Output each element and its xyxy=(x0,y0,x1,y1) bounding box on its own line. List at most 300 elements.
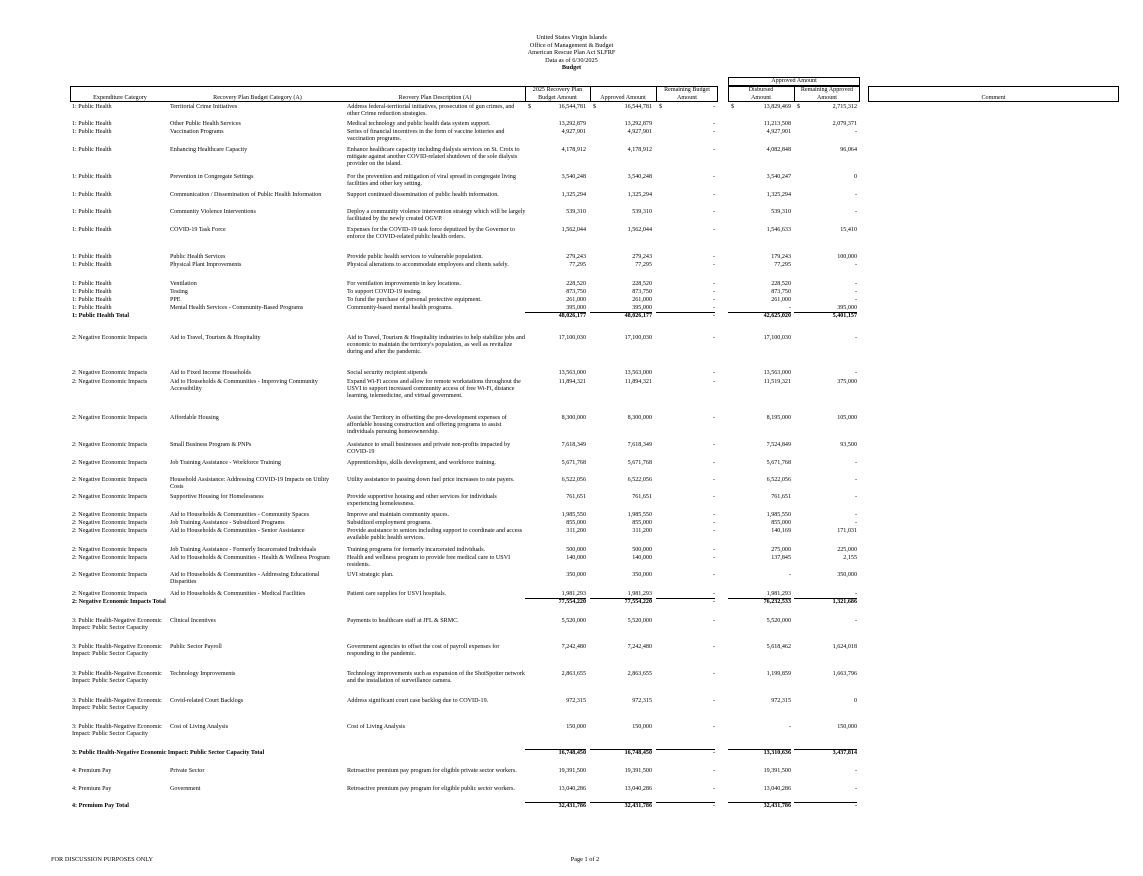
row-disbursed-amount: 4,082,848 xyxy=(766,147,791,153)
row-remaining-approved: - xyxy=(854,335,857,341)
row-remaining-approved: 2,155 xyxy=(843,555,857,561)
row-expenditure-category: 1: Public Health xyxy=(72,174,112,180)
total-rule xyxy=(656,802,715,803)
row-expenditure-category: 3: Public Health-Negative Economic Impact: Public Sector Capacity xyxy=(72,644,162,657)
row-plan-amount: 972,315 xyxy=(566,698,586,704)
row-description: Aid to Travel, Tourism & Hospitality industries to help stabilize jobs and economic to maintain the territory's population, as well as revitalize during and after the pandemic. xyxy=(347,335,525,355)
row-plan-amount: 13,292,879 xyxy=(558,121,586,127)
row-approved-amount: 7,618,349 xyxy=(627,442,652,448)
row-approved-amount: 150,000 xyxy=(632,724,652,730)
row-budget-category: Testing xyxy=(170,289,188,295)
row-plan-amount: 6,522,056 xyxy=(561,477,586,483)
row-description: Improve and maintain community spaces. xyxy=(347,512,450,518)
row-expenditure-category: 1: Public Health xyxy=(72,227,112,233)
footer-page-number: Page 1 of 2 xyxy=(570,856,600,863)
row-remaining-approved: - xyxy=(854,281,857,287)
row-plan-amount: 1,562,044 xyxy=(561,227,586,233)
row-expenditure-category: 1: Public Health xyxy=(72,262,112,268)
row-expenditure-category: 2: Negative Economic Impacts xyxy=(72,442,148,448)
row-budget-category: Community Violence Interventions xyxy=(170,209,256,215)
total-remaining-budget: - xyxy=(712,750,715,756)
row-disbursed-amount: - xyxy=(788,724,791,730)
row-remaining-approved: 350,000 xyxy=(837,572,857,578)
row-approved-amount: 4,178,912 xyxy=(627,147,652,153)
row-remaining-approved: 96,064 xyxy=(840,147,857,153)
row-plan-amount: 1,981,293 xyxy=(561,591,586,597)
row-remaining-budget: - xyxy=(712,415,715,421)
row-description: Training programs for formerly incarcerated individuals. xyxy=(347,547,486,553)
row-plan-amount: 311,200 xyxy=(566,528,586,534)
row-plan-amount: 4,178,912 xyxy=(561,147,586,153)
row-approved-amount: 1,562,044 xyxy=(627,227,652,233)
row-remaining-budget: - xyxy=(712,297,715,303)
row-expenditure-category: 2: Negative Economic Impacts xyxy=(72,335,148,341)
row-budget-category: Public Health Services xyxy=(170,254,226,260)
row-remaining-budget: - xyxy=(712,520,715,526)
row-disbursed-amount: 972,315 xyxy=(771,698,791,704)
row-disbursed-amount: 6,522,056 xyxy=(766,477,791,483)
row-disbursed-amount: - xyxy=(788,572,791,578)
col-remaining-budget-1: Remaining Budget xyxy=(664,87,710,93)
report-header xyxy=(0,34,1143,72)
total-disbursed-amount: 76,232,533 xyxy=(763,599,791,605)
row-plan-amount: 1,325,294 xyxy=(561,192,586,198)
row-budget-category: Vaccination Programs xyxy=(170,129,224,135)
row-description: Physical alterations to accommodate employees and clients safely. xyxy=(347,262,509,268)
col-group-approved: Approved Amount xyxy=(771,78,817,84)
row-description: Retroactive premium pay program for eligible public sector workers. xyxy=(347,786,516,792)
row-approved-amount: 972,315 xyxy=(632,698,652,704)
row-disbursed-amount: - xyxy=(788,305,791,311)
row-budget-category: Job Training Assistance - Subsidized Programs xyxy=(170,520,285,526)
row-description: Social security recipient stipends xyxy=(347,370,428,376)
row-budget-category: Aid to Households & Communities - Health & Wellness Program xyxy=(170,555,330,561)
row-budget-category: Aid to Households & Communities - Medical Facilities xyxy=(170,591,306,597)
row-approved-amount: 8,300,000 xyxy=(627,415,652,421)
row-expenditure-category: 1: Public Health xyxy=(72,297,112,303)
total-rule xyxy=(525,312,586,313)
row-description: Address significant court case backlog due to COVID-19. xyxy=(347,698,489,704)
row-remaining-budget: - xyxy=(712,379,715,385)
row-expenditure-category: 1: Public Health xyxy=(72,281,112,287)
row-disbursed-amount: 11,519,321 xyxy=(763,379,791,385)
row-remaining-approved: 2,079,371 xyxy=(832,121,857,127)
row-disbursed-amount: 1,325,294 xyxy=(766,192,791,198)
row-approved-amount: 11,894,321 xyxy=(624,379,652,385)
row-expenditure-category: 2: Negative Economic Impacts xyxy=(72,547,148,553)
col-plan-amount-1: 2025 Recovery Plan xyxy=(532,87,583,93)
row-budget-category: Affordable Housing xyxy=(170,415,219,421)
total-rule xyxy=(590,802,652,803)
row-remaining-approved: 105,000 xyxy=(837,415,857,421)
row-remaining-budget: - xyxy=(712,442,715,448)
total-plan-amount: 77,554,220 xyxy=(558,599,586,605)
row-approved-amount: 228,520 xyxy=(632,281,652,287)
row-description: To fund the purchase of personal protective equipment. xyxy=(347,297,482,303)
row-approved-amount: 873,750 xyxy=(632,289,652,295)
row-plan-amount: 7,618,349 xyxy=(561,442,586,448)
row-budget-category: Aid to Travel, Tourism & Hospitality xyxy=(170,335,261,341)
row-budget-category: Small Business Program & PNPs xyxy=(170,442,252,448)
total-remaining-budget: - xyxy=(712,313,715,319)
row-disbursed-amount: 5,520,000 xyxy=(766,618,791,624)
row-disbursed-amount: 228,520 xyxy=(771,281,791,287)
row-approved-amount: 7,242,480 xyxy=(627,644,652,650)
row-description: Community-based mental health programs. xyxy=(347,305,453,311)
row-expenditure-category: 1: Public Health xyxy=(72,209,112,215)
row-disbursed-amount: 11,213,508 xyxy=(763,121,791,127)
row-disbursed-amount: 179,243 xyxy=(771,254,791,260)
row-expenditure-category: 3: Public Health-Negative Economic Impact: Public Sector Capacity xyxy=(72,671,162,684)
row-expenditure-category: 1: Public Health xyxy=(72,289,112,295)
total-remaining-approved: 3,437,814 xyxy=(832,750,857,756)
row-expenditure-category: 2: Negative Economic Impacts xyxy=(72,555,148,561)
header-line-1: United States Virgin Islands xyxy=(536,34,607,41)
total-approved-amount: 32,431,786 xyxy=(624,803,652,809)
row-remaining-budget: - xyxy=(712,174,715,180)
total-rule xyxy=(728,749,791,750)
row-remaining-approved: 225,000 xyxy=(837,547,857,553)
currency-symbol: $ xyxy=(528,104,532,110)
currency-symbol: $ xyxy=(659,104,663,110)
total-remaining-approved: 5,401,157 xyxy=(832,313,857,319)
row-remaining-approved: - xyxy=(854,494,857,500)
row-budget-category: Other Public Health Services xyxy=(170,121,241,127)
row-plan-amount: 873,750 xyxy=(566,289,586,295)
row-remaining-budget: - xyxy=(712,129,715,135)
row-disbursed-amount: 8,195,000 xyxy=(766,415,791,421)
total-label: 3: Public Health-Negative Economic Impact: Public Sector Capacity Total xyxy=(72,750,265,756)
total-plan-amount: 48,026,177 xyxy=(558,313,586,319)
row-budget-category: Physical Plant Improvements xyxy=(170,262,242,268)
row-plan-amount: 5,520,000 xyxy=(561,618,586,624)
row-description: Expand Wi-Fi access and allow for remote workstations throughout the USVI to support increased community access of free Wi-Fi, distance learning, telemedicine, and virtual government. xyxy=(347,379,521,399)
row-approved-amount: 1,981,293 xyxy=(627,591,652,597)
row-remaining-approved: 375,000 xyxy=(837,379,857,385)
row-approved-amount: 6,522,056 xyxy=(627,477,652,483)
row-description: Series of financial incentives in the form of vaccine lotteries and vaccination programs. xyxy=(347,129,505,142)
row-approved-amount: 77,295 xyxy=(635,262,652,268)
row-remaining-approved: - xyxy=(854,129,857,135)
row-remaining-budget: - xyxy=(712,305,715,311)
row-plan-amount: 855,000 xyxy=(566,520,586,526)
total-rule xyxy=(794,749,857,750)
col-remaining-approved-1: Remaining Approved xyxy=(800,87,854,93)
row-budget-category: Government xyxy=(170,786,201,792)
row-expenditure-category: 1: Public Health xyxy=(72,121,112,127)
row-approved-amount: 350,000 xyxy=(632,572,652,578)
row-expenditure-category: 2: Negative Economic Impacts xyxy=(72,512,148,518)
row-remaining-approved: - xyxy=(854,591,857,597)
row-budget-category: Ventilation xyxy=(170,281,197,287)
row-plan-amount: 3,540,248 xyxy=(561,174,586,180)
row-remaining-budget: - xyxy=(712,477,715,483)
total-label: 1: Public Health Total xyxy=(72,313,130,319)
row-approved-amount: 5,671,768 xyxy=(627,460,652,466)
row-remaining-approved: 0 xyxy=(853,174,857,180)
row-disbursed-amount: 13,040,286 xyxy=(763,786,791,792)
row-expenditure-category: 1: Public Health xyxy=(72,129,112,135)
row-disbursed-amount: 4,927,901 xyxy=(766,129,791,135)
col-disbursed-1: Disbursed xyxy=(748,87,774,93)
row-remaining-approved: - xyxy=(854,370,857,376)
row-remaining-approved: - xyxy=(854,289,857,295)
row-remaining-approved: 395,000 xyxy=(837,305,857,311)
row-expenditure-category: 2: Negative Economic Impacts xyxy=(72,591,148,597)
row-description: For the prevention and mitigation of viral spread in congregate living facilities and other key setting. xyxy=(347,174,516,187)
row-remaining-budget: - xyxy=(712,192,715,198)
total-disbursed-amount: 32,431,786 xyxy=(763,803,791,809)
row-budget-category: Clinical Incentives xyxy=(170,618,216,624)
row-budget-category: Aid to Households & Communities - Community Spaces xyxy=(170,512,309,518)
row-approved-amount: 395,000 xyxy=(632,305,652,311)
row-budget-category: Job Training Assistance - Workforce Training xyxy=(170,460,281,466)
header-line-3: American Rescue Plan Act SLFRF xyxy=(527,49,616,57)
row-remaining-budget: - xyxy=(712,618,715,624)
row-budget-category: Technology Improvements xyxy=(170,671,236,677)
total-rule xyxy=(794,312,857,313)
row-disbursed-amount: 5,671,768 xyxy=(766,460,791,466)
row-plan-amount: 19,391,500 xyxy=(558,768,586,774)
row-remaining-approved: 100,000 xyxy=(837,254,857,260)
row-remaining-budget: - xyxy=(712,644,715,650)
row-plan-amount: 350,000 xyxy=(566,572,586,578)
row-description: Deploy a community violence intervention strategy which will be largely facilitated by the newly created OGVP. xyxy=(347,209,526,222)
row-remaining-approved: 15,410 xyxy=(840,227,857,233)
row-budget-category: Mental Health Services - Community-Based Programs xyxy=(170,305,304,311)
row-expenditure-category: 1: Public Health xyxy=(72,305,112,311)
row-disbursed-amount: 13,829,469 xyxy=(763,104,791,110)
row-approved-amount: 13,292,879 xyxy=(624,121,652,127)
row-budget-category: Supportive Housing for Homelessness xyxy=(170,494,264,500)
row-remaining-budget: - xyxy=(712,289,715,295)
total-rule xyxy=(794,598,857,599)
col-comment: Comment xyxy=(981,95,1006,101)
row-plan-amount: 539,310 xyxy=(566,209,586,215)
row-remaining-approved: 171,031 xyxy=(837,528,857,534)
row-remaining-budget: - xyxy=(712,528,715,534)
row-plan-amount: 150,000 xyxy=(566,724,586,730)
col-description: Reovery Plan Description (A) xyxy=(398,95,472,101)
row-expenditure-category: 1: Public Health xyxy=(72,192,112,198)
row-remaining-budget: - xyxy=(712,786,715,792)
row-remaining-budget: - xyxy=(712,104,715,110)
row-plan-amount: 228,520 xyxy=(566,281,586,287)
row-plan-amount: 279,243 xyxy=(566,254,586,260)
row-remaining-approved: 1,663,796 xyxy=(832,671,857,677)
row-description: Assistance to small businesses and private non-profits impacted by COVID-19 xyxy=(347,442,511,455)
row-remaining-budget: - xyxy=(712,370,715,376)
row-approved-amount: 5,520,000 xyxy=(627,618,652,624)
row-description: To support COVID-19 testing. xyxy=(347,289,422,295)
row-approved-amount: 4,927,901 xyxy=(627,129,652,135)
total-label: 2: Negative Economic Impacts Total xyxy=(72,599,166,605)
row-expenditure-category: 2: Negative Economic Impacts xyxy=(72,379,148,385)
row-approved-amount: 1,325,294 xyxy=(627,192,652,198)
row-budget-category: Aid to Households & Communities - Addressing Educational Disparities xyxy=(170,572,320,585)
row-plan-amount: 17,100,030 xyxy=(558,335,586,341)
total-rule xyxy=(590,312,652,313)
total-remaining-approved: 1,321,686 xyxy=(832,599,857,605)
row-expenditure-category: 4: Premium Pay xyxy=(72,786,112,792)
row-remaining-budget: - xyxy=(712,512,715,518)
row-description: Cost of Living Analysis xyxy=(347,724,406,730)
row-plan-amount: 500,000 xyxy=(566,547,586,553)
row-approved-amount: 261,000 xyxy=(632,297,652,303)
row-remaining-budget: - xyxy=(712,698,715,704)
row-description: Subsidized employment programs. xyxy=(347,520,432,526)
row-description: Provide public health services to vulnerable population. xyxy=(347,254,483,260)
row-budget-category: Public Sector Payroll xyxy=(170,644,222,650)
row-expenditure-category: 2: Negative Economic Impacts xyxy=(72,460,148,466)
total-rule xyxy=(525,802,586,803)
row-remaining-budget: - xyxy=(712,768,715,774)
row-disbursed-amount: 77,295 xyxy=(774,262,791,268)
currency-symbol: $ xyxy=(797,104,801,110)
row-plan-amount: 261,000 xyxy=(566,297,586,303)
row-expenditure-category: 4: Premium Pay xyxy=(72,768,112,774)
total-rule xyxy=(525,598,586,599)
total-approved-amount: 77,554,220 xyxy=(624,599,652,605)
row-expenditure-category: 3: Public Health-Negative Economic Impact: Public Sector Capacity xyxy=(72,698,162,711)
total-rule xyxy=(728,312,791,313)
row-disbursed-amount: 1,546,633 xyxy=(766,227,791,233)
row-remaining-budget: - xyxy=(712,335,715,341)
row-approved-amount: 13,040,286 xyxy=(624,786,652,792)
row-remaining-budget: - xyxy=(712,494,715,500)
total-approved-amount: 48,026,177 xyxy=(624,313,652,319)
row-approved-amount: 539,310 xyxy=(632,209,652,215)
row-description: Government agencies to offset the cost of payroll expenses for responding to the pandemic. xyxy=(347,644,500,657)
currency-symbol: $ xyxy=(593,104,597,110)
col-disbursed-2: Amount xyxy=(751,95,771,101)
col-expenditure-category: Expenditure Category xyxy=(93,95,147,101)
row-remaining-budget: - xyxy=(712,591,715,597)
row-budget-category: Prevention in Congregate Settings xyxy=(170,174,254,180)
row-remaining-approved: - xyxy=(854,512,857,518)
row-remaining-budget: - xyxy=(712,572,715,578)
footer-disclaimer: FOR DISCUSSION PURPOSES ONLY xyxy=(51,856,154,863)
row-disbursed-amount: 539,310 xyxy=(771,209,791,215)
row-description: Patient care supplies for USVI hospitals. xyxy=(347,591,447,597)
row-description: Apprenticeships, skills development, and workforce training. xyxy=(347,460,496,466)
total-rule xyxy=(728,598,791,599)
row-remaining-budget: - xyxy=(712,209,715,215)
row-budget-category: Aid to Fixed Income Households xyxy=(170,370,251,376)
row-approved-amount: 311,200 xyxy=(632,528,652,534)
row-budget-category: Covid-related Court Backlogs xyxy=(170,698,244,704)
row-remaining-approved: - xyxy=(854,209,857,215)
row-description: Medical technology and public health data system support. xyxy=(347,121,491,127)
row-approved-amount: 140,000 xyxy=(632,555,652,561)
total-rule xyxy=(794,802,857,803)
row-approved-amount: 279,243 xyxy=(632,254,652,260)
row-plan-amount: 2,863,655 xyxy=(561,671,586,677)
currency-symbol: $ xyxy=(731,104,735,110)
total-rule xyxy=(728,802,791,803)
row-plan-amount: 5,671,768 xyxy=(561,460,586,466)
row-remaining-budget: - xyxy=(712,262,715,268)
row-description: Provide supportive housing and other services for individuals experiencing homelessness. xyxy=(347,494,497,507)
row-plan-amount: 7,242,480 xyxy=(561,644,586,650)
total-remaining-approved: - xyxy=(854,803,857,809)
row-budget-category: Aid to Households & Communities - Senior Assistance xyxy=(170,528,305,534)
total-plan-amount: 16,748,450 xyxy=(558,750,586,756)
row-disbursed-amount: 140,169 xyxy=(771,528,791,534)
total-label: 4: Premium Pay Total xyxy=(72,803,129,809)
row-description: Technology improvements such as expansion of the ShotSpotter network and the installation of surveillance camera. xyxy=(347,671,525,684)
row-disbursed-amount: 3,540,247 xyxy=(766,174,791,180)
row-budget-category: COVID-19 Task Force xyxy=(170,227,226,233)
row-plan-amount: 8,300,000 xyxy=(561,415,586,421)
row-disbursed-amount: 7,524,849 xyxy=(766,442,791,448)
row-disbursed-amount: 873,750 xyxy=(771,289,791,295)
row-budget-category: Household Assistance: Addressing COVID-19 Impacts on Utility Costs xyxy=(170,477,330,490)
row-expenditure-category: 1: Public Health xyxy=(72,254,112,260)
row-expenditure-category: 2: Negative Economic Impacts xyxy=(72,477,148,483)
row-remaining-approved: - xyxy=(854,618,857,624)
row-budget-category: Communication / Dissemination of Public Health Information xyxy=(170,192,322,198)
row-expenditure-category: 2: Negative Economic Impacts xyxy=(72,494,148,500)
row-expenditure-category: 2: Negative Economic Impacts xyxy=(72,370,148,376)
total-rule xyxy=(656,598,715,599)
row-description: UVI strategic plan. xyxy=(347,572,394,578)
row-disbursed-amount: 855,000 xyxy=(771,520,791,526)
row-remaining-approved: 0 xyxy=(853,698,857,704)
row-description: Address federal-territorial initiatives, prosecution of gun crimes, and other Crime reduction strategies. xyxy=(347,104,515,117)
row-plan-amount: 395,000 xyxy=(566,305,586,311)
row-approved-amount: 1,985,550 xyxy=(627,512,652,518)
row-remaining-budget: - xyxy=(712,724,715,730)
row-description: Support continued dissemination of public health information. xyxy=(347,192,499,198)
row-disbursed-amount: 19,391,500 xyxy=(763,768,791,774)
row-description: Enhance healthcare capacity including dialysis services on St. Croix to mitigate against another COVID-related shutdown of the sole dialysis provider on the island. xyxy=(347,147,520,167)
row-expenditure-category: 1: Public Health xyxy=(72,147,112,153)
row-expenditure-category: 3: Public Health-Negative Economic Impact: Public Sector Capacity xyxy=(72,724,162,737)
row-approved-amount: 855,000 xyxy=(632,520,652,526)
row-remaining-approved: 1,624,018 xyxy=(832,644,857,650)
row-remaining-approved: 2,715,312 xyxy=(832,104,857,110)
row-budget-category: Private Sector xyxy=(170,768,205,774)
row-budget-category: Territorial Crime Initiatives xyxy=(170,104,238,110)
row-expenditure-category: 3: Public Health-Negative Economic Impact: Public Sector Capacity xyxy=(72,618,162,631)
row-plan-amount: 761,651 xyxy=(566,494,586,500)
total-disbursed-amount: 13,310,636 xyxy=(763,750,791,756)
row-disbursed-amount: 5,618,462 xyxy=(766,644,791,650)
row-disbursed-amount: 261,000 xyxy=(771,297,791,303)
row-remaining-budget: - xyxy=(712,460,715,466)
row-remaining-approved: - xyxy=(854,460,857,466)
total-remaining-budget: - xyxy=(712,599,715,605)
col-approved-amount: Approved Amount xyxy=(600,95,646,101)
row-approved-amount: 19,391,500 xyxy=(624,768,652,774)
row-disbursed-amount: 17,100,030 xyxy=(763,335,791,341)
row-budget-category: Enhancing Healthcare Capacity xyxy=(170,147,248,153)
row-budget-category: Cost of Living Analysis xyxy=(170,724,229,730)
row-budget-category: PPE xyxy=(170,297,181,303)
row-disbursed-amount: 13,563,000 xyxy=(763,370,791,376)
header-line-5: Budget xyxy=(561,64,582,72)
total-rule xyxy=(590,598,652,599)
row-approved-amount: 13,563,000 xyxy=(624,370,652,376)
row-budget-category: Job Training Assistance - Formerly Incarcerated Individuals xyxy=(170,547,317,553)
row-description: Retroactive premium pay program for eligible private sector workers. xyxy=(347,768,517,774)
total-rule xyxy=(590,749,652,750)
row-approved-amount: 16,544,781 xyxy=(624,104,652,110)
header-line-4: Data as of 6/30/2025 xyxy=(545,56,598,64)
row-remaining-approved: - xyxy=(854,297,857,303)
row-expenditure-category: 2: Negative Economic Impacts xyxy=(72,520,148,526)
